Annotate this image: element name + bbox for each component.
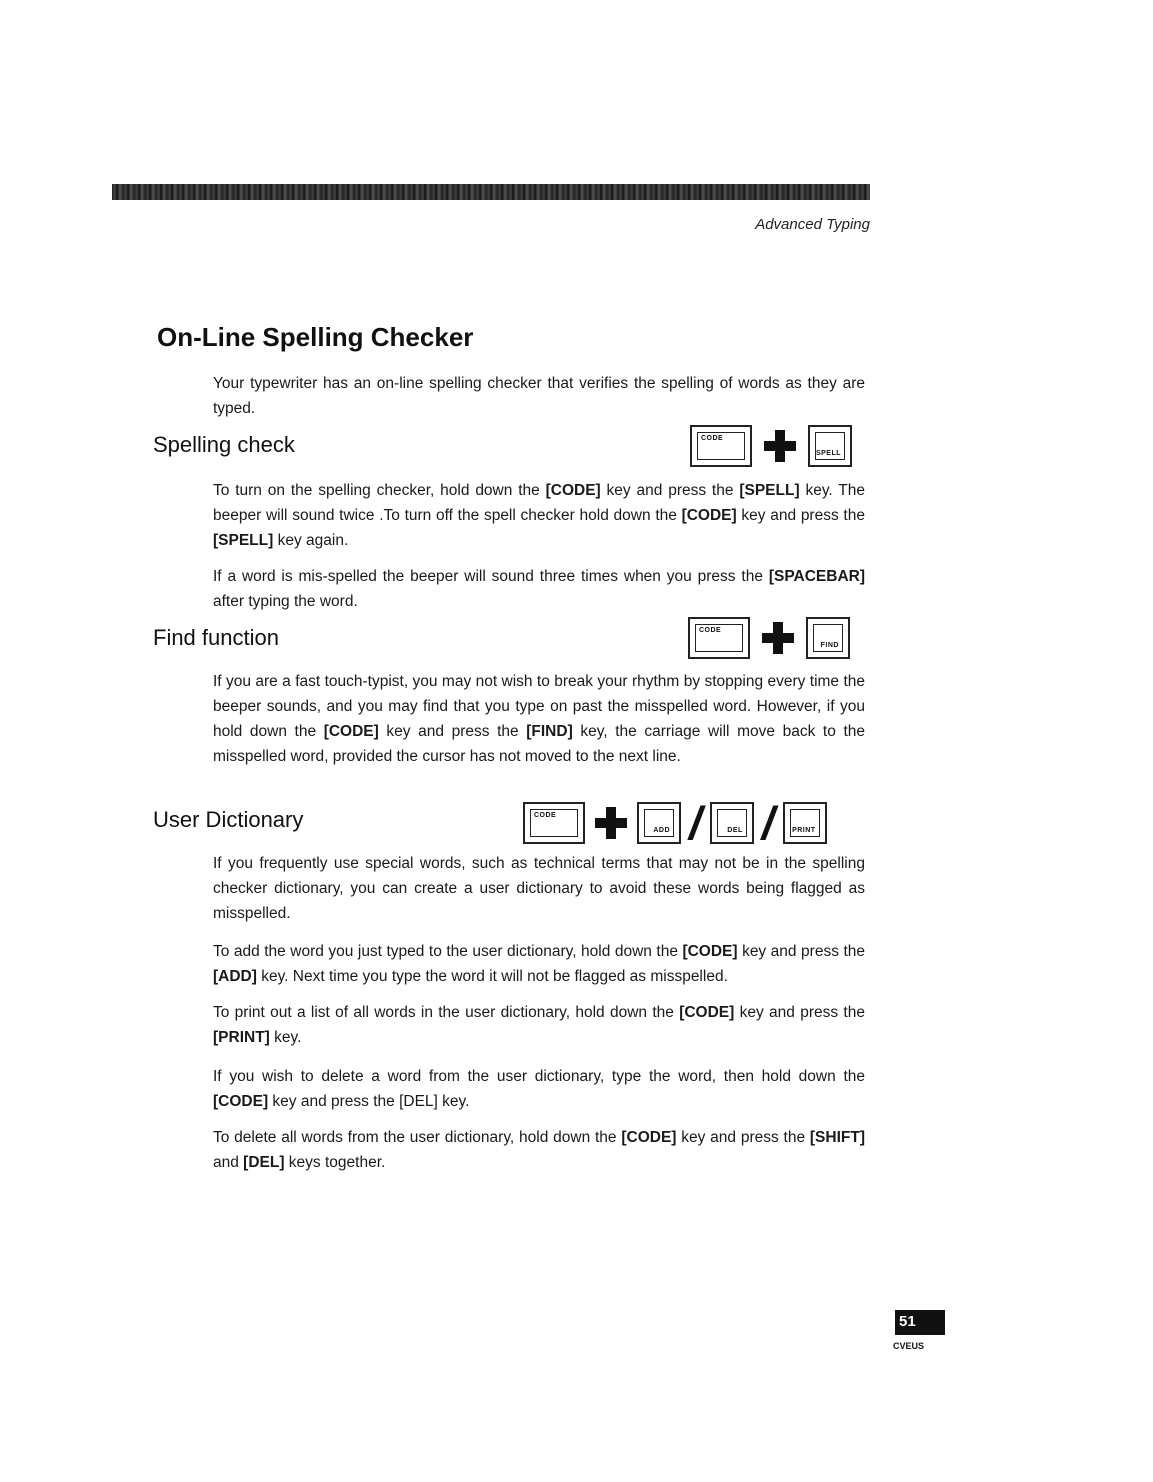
page-title: On-Line Spelling Checker: [157, 322, 474, 352]
find-key-icon: FIND: [806, 617, 850, 659]
slash-separator: /: [761, 797, 775, 849]
add-key-icon: ADD: [637, 802, 681, 844]
brand-mark: CVEUS: [893, 1341, 925, 1351]
spelling-check-paragraph-2: If a word is mis-spelled the beeper will sound three times when you press the [SPACEBAR] after typing the word.: [213, 568, 865, 610]
code-key-icon: CODE: [690, 425, 752, 467]
spelling-check-key-combo: [690, 425, 852, 467]
section-label: Advanced Typing: [755, 216, 870, 233]
plus-icon: [760, 620, 796, 656]
header-rule: [112, 184, 870, 200]
spelling-check-paragraph-1: To turn on the spelling checker, hold down the [CODE] key and press the [SPELL] key. The beeper will sound twice .To turn off the spell checker hold down the [CODE] key and press the [SPELL] key again.: [213, 482, 865, 549]
find-key-combo: [688, 617, 850, 659]
user-dictionary-paragraph-5: To delete all words from the user dictionary, hold down the [CODE] key and press the [SHIFT] and [DEL] keys together.: [213, 1129, 865, 1171]
intro-paragraph: Your typewriter has an on-line spelling checker that verifies the spelling of words as they are typed.: [213, 375, 865, 417]
find-function-paragraph: If you are a fast touch-typist, you may not wish to break your rhythm by stopping every time the beeper sounds, and you may find that you type on past the misspelled word. However, if you hold down the [CODE] key and press the [FIND] key, the carriage will move back to the misspelled word, provided the cursor has not moved to the next line.: [213, 673, 866, 765]
user-dictionary-paragraph-4: If you wish to delete a word from the user dictionary, type the word, then hold down the [CODE] key and press the [DEL] key.: [213, 1068, 865, 1110]
plus-icon: [593, 805, 629, 841]
user-dictionary-paragraph-3: To print out a list of all words in the user dictionary, hold down the [CODE] key and press the [PRINT] key.: [213, 1004, 865, 1046]
page-number: 51: [895, 1310, 945, 1335]
user-dictionary-paragraph-1: If you frequently use special words, such as technical terms that may not be in the spelling checker dictionary, you can create a user dictionary to avoid these words being flagged as misspelled.: [213, 855, 865, 922]
code-key-icon: CODE: [523, 802, 585, 844]
print-key-icon: PRINT: [783, 802, 827, 844]
find-function-heading: Find function: [153, 625, 279, 650]
user-dictionary-key-combo: [523, 797, 827, 849]
user-dictionary-heading: User Dictionary: [153, 807, 304, 832]
spelling-check-heading: Spelling check: [153, 432, 295, 457]
user-dictionary-paragraph-2: To add the word you just typed to the user dictionary, hold down the [CODE] key and press the [ADD] key. Next time you type the word it will not be flagged as misspelled.: [213, 943, 865, 985]
del-key-icon: DEL: [710, 802, 754, 844]
spell-key-icon: SPELL: [808, 425, 852, 467]
code-key-icon: CODE: [688, 617, 750, 659]
plus-icon: [762, 428, 798, 464]
slash-separator: /: [689, 797, 702, 849]
